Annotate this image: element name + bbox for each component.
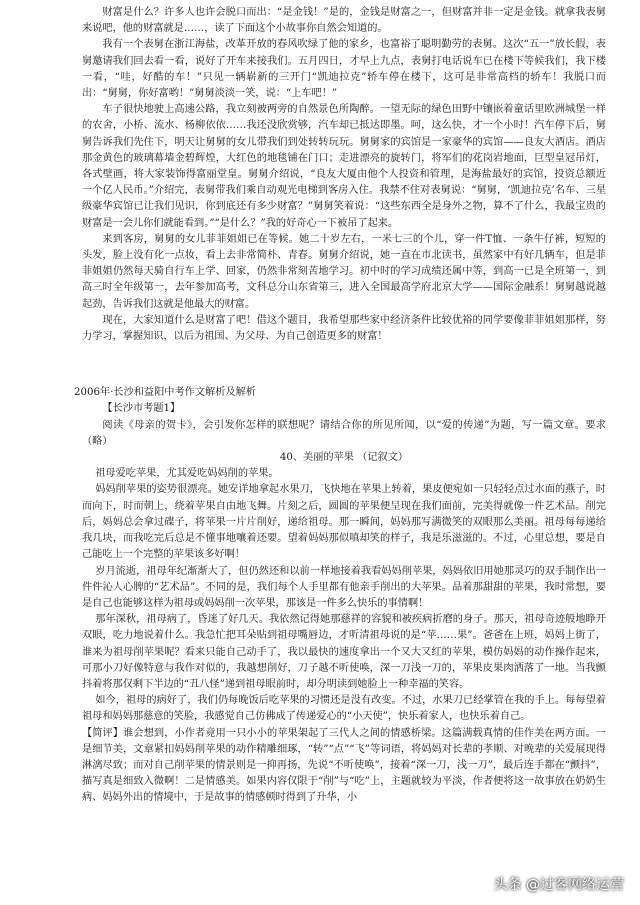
- paragraph: 我有一个表舅在浙江海盐，改革开放的春风吹绿了他的家乡，也富裕了聪明勤劳的表舅。这次“五一”放长假，表舅邀请我们回去看一看，说好了开车来接我们。五月四日，才早上九点，表舅打电话说车已在楼下等候我们，我下楼一看，“哇，好酷的车！”只见一辆崭新的三开门“凯迪拉克”轿车停在楼下，这可是非常高档的轿车！我脱口而出：“舅舅，你好富哟！”舅舅淡淡一笑，说：“上车吧！”: [82, 39, 606, 100]
- section-heading: 2006年·长沙和益阳中考作文解析及解析: [74, 387, 256, 399]
- paragraph: 现在，大家知道什么是财富了吧！借这个题目，我希望那些家中经济条件比较优裕的同学要像菲菲姐姐那样，努力学习，掌握知识，以后为祖国、为父母、为自己创造更多的财富！: [82, 314, 606, 343]
- comment-paragraph: 【简评】谁会想到，小作者竟用一只小小的苹果架起了三代人之间的情感桥梁。这篇满载真情的佳作美在两方面。一是细节美，文章紧扣妈妈削苹果的动作精雕细琢，“转”“点”“飞”等词语，将妈妈对长辈的孝顺、对晚辈的关爱展现得淋漓尽致；而对自己削苹果的情景则是一抑再扬，先说“不听使唤”，接着“深一刀，浅一刀”，最后连手都在“颤抖”，描写真是细致入微啊！二是情感美。如果内容仅限于“削”与“吃”上，主题就较为平淡，作者便将这一故事放在奶奶生病、妈妈外出的情境中，于是故事的情感顿时得到了升华，小: [82, 727, 606, 804]
- paragraph: 如今，祖母的病好了，我们仍每晚饭后吃苹果的习惯还是没有改变。不过，水果刀已经掌管在我的手上。每每望着祖母和妈妈那慈意的笑脸，我感觉自己仿佛成了传递爱心的“小天使”，快乐着家人，也快乐着自己。: [82, 695, 606, 723]
- watermark-text: 头条 @过客网络运营: [493, 877, 624, 893]
- paragraph: 那年深秋，祖母病了，昏迷了好几天。我依然记得她那慈祥的容貌和被疾病折磨的身子。那天，祖母奇迹般地睁开双眼，吃力地说着什么。我急忙把耳朵贴到祖母嘴唇边，才听清祖母说的是“苹……果”。爸爸在上班，妈妈上街了，谁来为祖母削苹果呢？看来只能自己动手了，我以最快的速度拿出一个又大又红的苹果，模仿妈妈的动作操作起来，可那小刀好像特意与我作对似的，我越想削好，刀子越不听使唤，深一刀浅一刀的，苹果皮果肉洒落了一地。当我颤抖着将那仅剩下半边的“丑八怪”递到祖母眼前时，却分明读到她脸上一种幸福的笑容。: [82, 614, 606, 690]
- spacer: [82, 345, 606, 385]
- paragraph: 祖母爱吃苹果，尤其爱吃妈妈削的苹果。: [95, 468, 279, 480]
- paragraph: 妈妈削苹果的姿势很漂亮。她安详地拿起水果刀，飞快地在苹果上转着，果皮便宛如一只轻轻点过水面的燕子，时而向下，时而朝上，绕着苹果自由地飞舞。片刻之后，圆圆的苹果便呈现在我们面前，完美得就像一件艺术品。削完后，妈妈总会拿过碟子，将苹果一片片削好，递给祖母。那一瞬间，妈妈那写满微笑的双眼那么美丽。祖母每每递给我几块，而我吃完后总是不懂事地嚷着还要。望着妈妈那似嗔却笑的样子，我是乐滋滋的。不过，心里总想，要是自己能吃上一个完整的苹果该多好啊！: [82, 484, 606, 561]
- exam-label: 【长沙市考题1】: [102, 403, 181, 415]
- essay-title: 40、美丽的苹果 （记叙文）: [279, 452, 409, 464]
- paragraph: 财富是什么？许多人也许会脱口而出：“是金钱！”是的，金钱是财富之一，但财富并非一定是金钱。就拿我表舅来说吧，他的财富就是……，读了下面这个小故事你自然会知道的。: [82, 7, 606, 35]
- paragraph: 岁月流逝，祖母年纪渐渐大了，但仍然还和以前一样地接着我看妈妈削苹果，妈妈依旧用她那灵巧的双手制作出一件件沁人心脾的“艺术品”。不同的是，我们每个人手里都有他亲手削出的大苹果。品着那甜甜的苹果，我时常想，要是自己也能够这样为祖母或妈妈削一次苹果，那该是一件多么快乐的事情啊！: [82, 565, 606, 609]
- paragraph: 车子很快地驶上高速公路，我立刻被两旁的自然景色所陶醉。一望无际的绿色田野中镶嵌着童话里欧洲城堡一样的农舍，小桥、流水、杨柳依依……我还没欣赏够，汽车却已抵达即墨。呵，这么快，才一个小时！汽车停下后，舅舅告诉我们先住下，明天让舅舅的女儿带我们到处转转玩玩。舅舅家的宾馆是一家豪华的宾馆——良友大酒店。酒店那金黄色的玻璃幕墙金碧辉煌，大红色的地毯铺在门口；走进漂亮的旋转门，将军们的花岗岩地面，巨型皇冠吊灯，各式壁画，将大家装饰得富丽堂皇。舅舅介绍说，“良友大厦由他个人投资和管理，是海盐最好的宾馆，投资总额近一个亿人民币。”介绍完，表舅带我们乘自动观光电梯到客房入住。我禁不住对表舅说：“舅舅，‘凯迪拉克’名车、三星级豪华宾馆已让我们见识，你到底还有多少财富？”舅舅笑着说：“这些东西全是身外之物，算不了什么，我最宝贵的财富是一会儿你们就能看到。”“是什么？”我的好奇心一下被吊了起来。: [82, 104, 606, 229]
- paragraph: 来到客房，舅舅的女儿菲菲姐姐已在等候。她二十岁左右，一米七三的个儿，穿一件T恤、一条牛仔裤，短短的头发，脸上没有化一点妆，看上去非常简朴、青春。舅舅介绍说，她一直在市北读书，虽然家中有好几辆车，但是菲菲姐姐仍然每天骑自行车上学、回家，仍然非常刻苦地学习。初中时的学习成绩还属中等，到高一已是全班第一，到高三时全年级第一，去年参加高考，文科总分山东省第三，进入全国最高学府北京大学——国际金融系！舅舅越说越起劲，告诉我们这就是他最大的财富。: [82, 233, 606, 310]
- exam-prompt: 阅读《母亲的贺卡》，会引发你怎样的联想呢？请结合你的所见所闻，以“爱的传递”为题，写一篇文章。要求（略）: [82, 419, 606, 447]
- watermark: [494, 875, 624, 895]
